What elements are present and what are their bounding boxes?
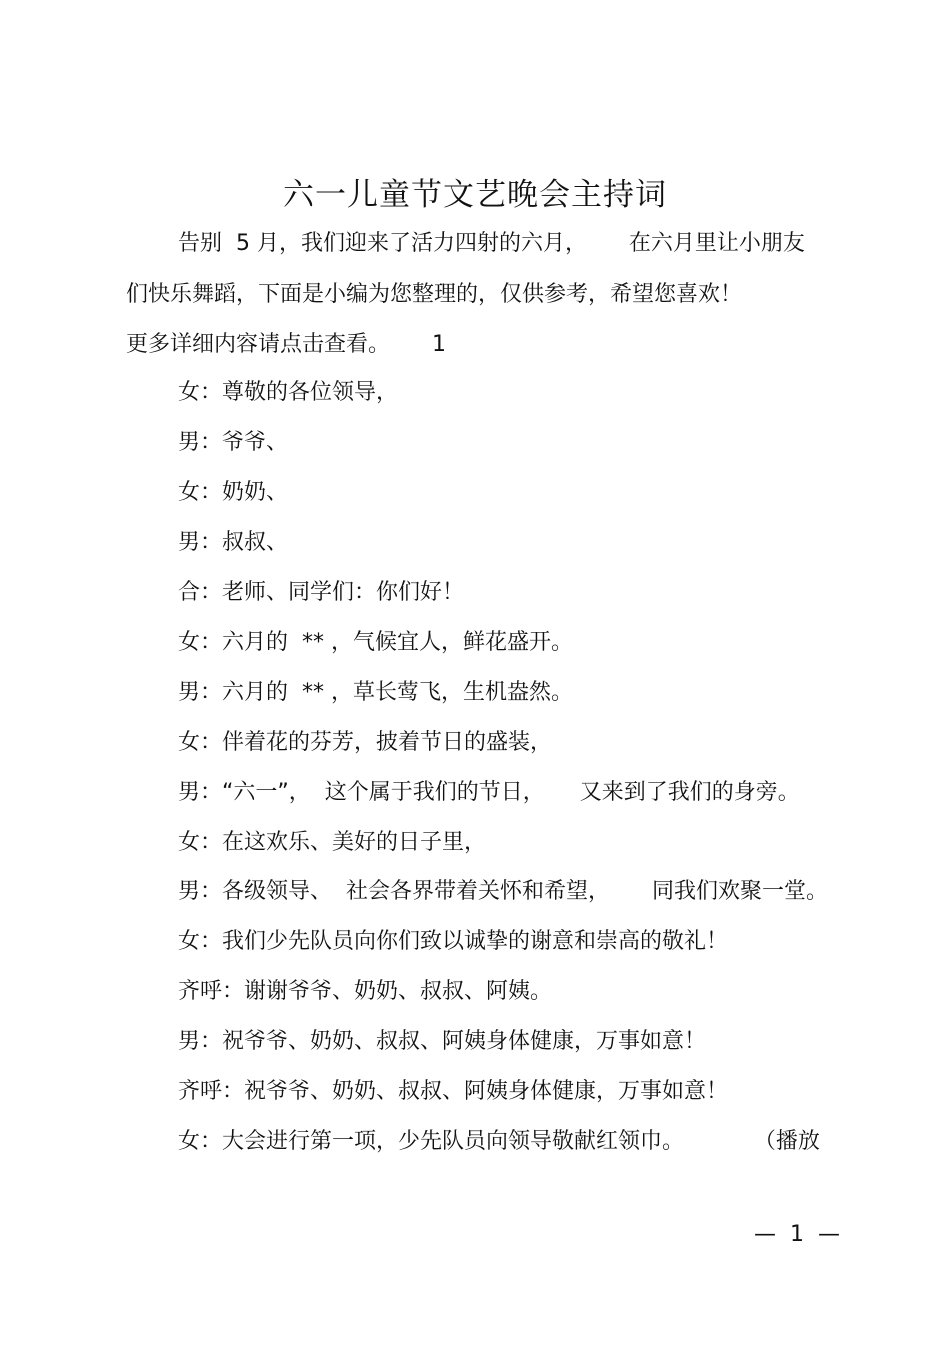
dialogue-line: 男：各级领导、 社会各界带着关怀和希望， 同我们欢聚一堂。 bbox=[178, 879, 828, 904]
dialogue-line: 男：六月的 ** ，草长莺飞，生机盎然。 bbox=[178, 680, 573, 705]
dialogue-line: 女：我们少先队员向你们致以诚挚的谢意和崇高的敬礼！ bbox=[178, 929, 729, 954]
dialogue-line: 女：伴着花的芬芳，披着节日的盛装， bbox=[178, 730, 553, 755]
dialogue-line: 女：尊敬的各位领导， bbox=[178, 380, 399, 405]
intro-line: 告别 5 月，我们迎来了活力四射的六月， 在六月里让小朋友 bbox=[178, 231, 805, 256]
dialogue-line: 男：祝爷爷、奶奶、叔叔、阿姨身体健康，万事如意！ bbox=[178, 1029, 707, 1054]
dialogue-line: 男：“六一”， 这个属于我们的节日， 又来到了我们的身旁。 bbox=[178, 780, 800, 805]
page-number: — 1 — bbox=[754, 1222, 840, 1247]
dialogue-line: 齐呼：谢谢爷爷、奶奶、叔叔、阿姨。 bbox=[178, 979, 553, 1004]
intro-line: 更多详细内容请点击查看。 1 bbox=[126, 332, 446, 357]
dialogue-line: 男：爷爷、 bbox=[178, 430, 289, 455]
dialogue-line: 女：大会进行第一项，少先队员向领导敬献红领巾。 （播放 bbox=[178, 1129, 820, 1154]
dialogue-line: 女：在这欢乐、美好的日子里， bbox=[178, 830, 487, 855]
dialogue-line: 女：奶奶、 bbox=[178, 480, 289, 505]
dialogue-line: 女：六月的 ** ，气候宜人，鲜花盛开。 bbox=[178, 630, 573, 655]
intro-line: 们快乐舞蹈，下面是小编为您整理的，仅供参考，希望您喜欢！ bbox=[126, 282, 743, 307]
dialogue-line: 齐呼：祝爷爷、奶奶、叔叔、阿姨身体健康，万事如意！ bbox=[178, 1079, 729, 1104]
document-title: 六一儿童节文艺晚会主持词 bbox=[283, 177, 667, 213]
dialogue-line: 男：叔叔、 bbox=[178, 530, 289, 555]
dialogue-line: 合：老师、同学们：你们好！ bbox=[178, 580, 465, 605]
